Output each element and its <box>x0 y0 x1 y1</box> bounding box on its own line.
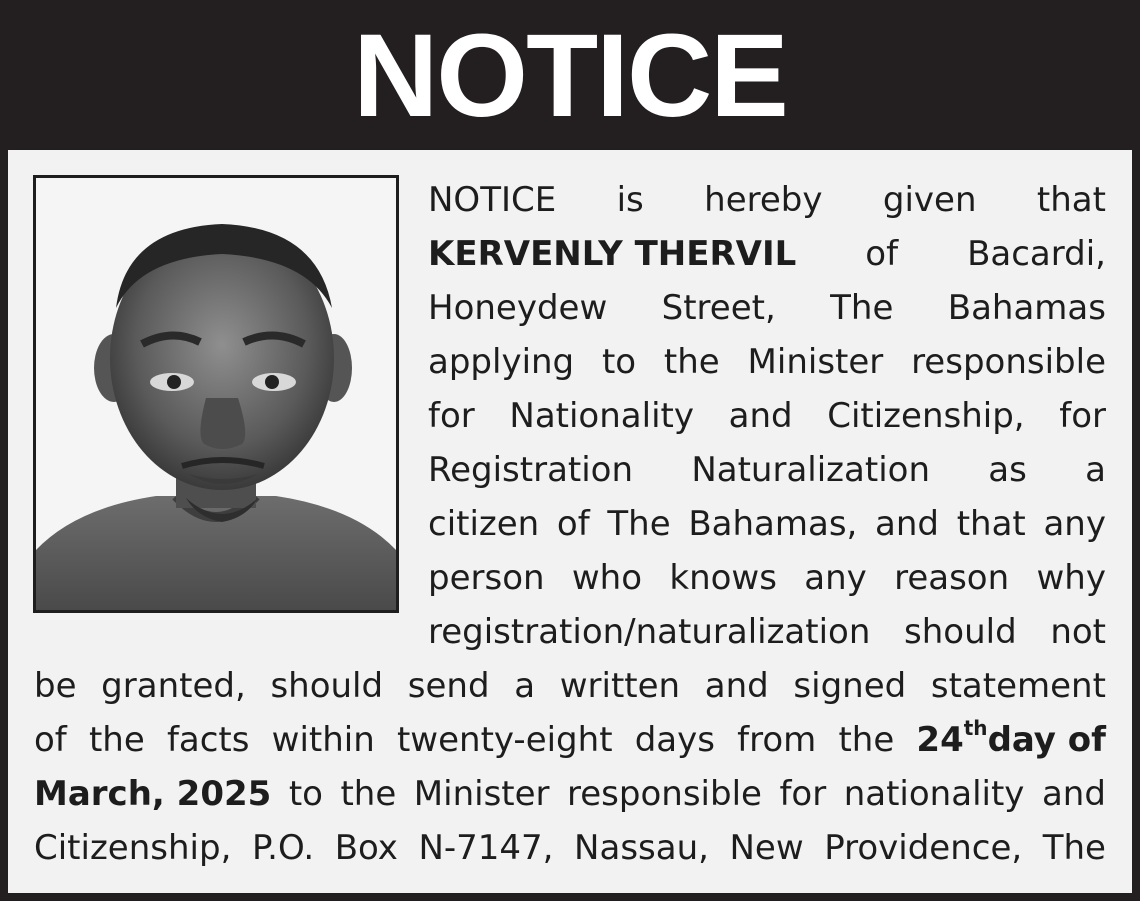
notice-word: any <box>1043 504 1106 544</box>
notice-word: statement <box>930 666 1106 706</box>
notice-word: from <box>737 720 817 761</box>
notice-word: knows <box>669 558 777 598</box>
notice-word: Nationality <box>509 396 694 436</box>
notice-word: P.O. <box>251 828 315 868</box>
date-day-suffix: th <box>963 716 988 740</box>
notice-word: N-7147, <box>418 828 554 868</box>
portrait-photo <box>33 175 399 613</box>
notice-line <box>428 342 1106 394</box>
notice-word: twenty-eight <box>396 720 613 761</box>
notice-word: and <box>728 396 793 436</box>
notice-word: March, 2025 <box>34 774 272 814</box>
notice-word: should <box>904 612 1017 652</box>
notice-word: Box <box>334 828 398 868</box>
notice-word: is <box>616 180 644 220</box>
notice-line <box>428 234 1106 286</box>
notice-word: Bahamas <box>947 288 1106 328</box>
notice-word: written <box>559 666 681 706</box>
notice-panel <box>8 150 1132 893</box>
notice-word: of <box>34 720 67 761</box>
notice-word: KERVENLY THERVIL <box>428 234 797 274</box>
notice-word: and <box>875 504 940 544</box>
notice-word: given <box>882 180 977 220</box>
notice-word: Citizenship, <box>827 396 1025 436</box>
notice-line <box>34 666 1106 718</box>
notice-word: to <box>601 342 637 382</box>
notice-word: to <box>288 774 323 814</box>
notice-line <box>428 396 1106 448</box>
notice-word: NOTICE <box>428 180 557 220</box>
notice-word: a <box>514 666 536 706</box>
notice-word: nationality <box>843 774 1025 814</box>
notice-word: Street, <box>661 288 776 328</box>
notice-word: Nassau, <box>574 828 709 868</box>
notice-word: Registration <box>428 450 634 490</box>
notice-line <box>428 504 1106 556</box>
notice-line <box>34 716 1106 772</box>
notice-word: Honeydew <box>428 288 608 328</box>
notice-word: Naturalization <box>691 450 930 490</box>
notice-word: granted, <box>101 666 246 706</box>
notice-word: for <box>428 396 475 436</box>
notice-word: Providence, <box>824 828 1023 868</box>
notice-word: citizen <box>428 504 540 544</box>
notice-line <box>428 288 1106 340</box>
notice-word: Citizenship, <box>34 828 232 868</box>
notice-word: the <box>663 342 720 382</box>
notice-word: any <box>804 558 867 598</box>
notice-word: for <box>779 774 827 814</box>
notice-line <box>34 774 1106 826</box>
date-day-number: 24 <box>916 720 964 761</box>
notice-word: as <box>988 450 1027 490</box>
notice-header <box>0 0 1140 148</box>
notice-word: Bahamas, <box>688 504 858 544</box>
notice-word: the <box>88 720 145 761</box>
notice-word: who <box>571 558 643 598</box>
notice-word: of <box>556 504 590 544</box>
notice-word: that <box>956 504 1026 544</box>
notice-word: the <box>340 774 397 814</box>
notice-word: person <box>428 558 545 598</box>
notice-word: not <box>1050 612 1106 652</box>
notice-word: be <box>34 666 77 706</box>
notice-line <box>428 180 1106 232</box>
notice-word: days <box>634 720 715 761</box>
notice-word: The <box>830 288 894 328</box>
notice-line <box>428 558 1106 610</box>
notice-word: Minister <box>413 774 550 814</box>
notice-word: reason <box>894 558 1010 598</box>
notice-word: for <box>1059 396 1106 436</box>
notice-word: of <box>865 234 899 274</box>
notice-word: why <box>1036 558 1106 598</box>
portrait-image <box>36 178 396 610</box>
notice-word: hereby <box>704 180 823 220</box>
notice-word: signed <box>793 666 907 706</box>
notice-line <box>428 612 1106 664</box>
notice-word: facts <box>166 720 250 761</box>
notice-word: the <box>838 720 895 761</box>
notice-word: applying <box>428 342 575 382</box>
notice-word: responsible <box>567 774 762 814</box>
notice-word: Bacardi, <box>967 234 1106 274</box>
notice-word: Minister <box>747 342 884 382</box>
notice-word: that <box>1036 180 1106 220</box>
notice-word: a <box>1085 450 1106 490</box>
notice-word: and <box>1041 774 1106 814</box>
notice-word: The <box>1042 828 1106 868</box>
notice-line <box>428 450 1106 502</box>
notice-word: The <box>607 504 671 544</box>
notice-word: send <box>407 666 490 706</box>
notice-word: responsible <box>911 342 1106 382</box>
date-day-tail: day of <box>987 720 1106 761</box>
notice-word: within <box>271 720 375 761</box>
notice-word: New <box>729 828 804 868</box>
notice-date-day <box>916 716 1106 761</box>
notice-word: should <box>270 666 384 706</box>
notice-word: and <box>704 666 769 706</box>
notice-word: registration/naturalization <box>428 612 871 652</box>
notice-line <box>34 828 1106 880</box>
notice-title: NOTICE <box>353 10 787 142</box>
